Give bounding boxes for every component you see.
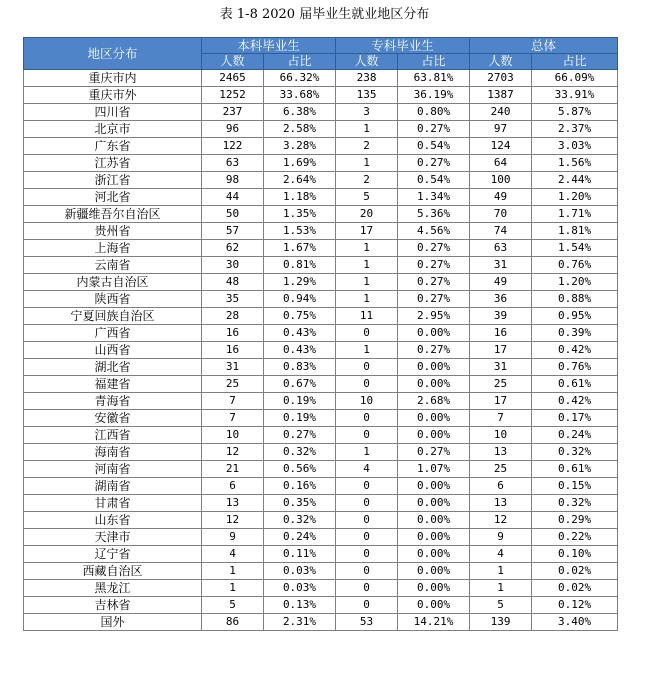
junior-count-header: 人数 (336, 54, 398, 70)
undergrad-ratio-cell: 66.32% (264, 70, 336, 87)
undergrad-count-cell: 9 (202, 529, 264, 546)
undergrad-ratio-header: 占比 (264, 54, 336, 70)
junior-count-cell: 0 (336, 563, 398, 580)
undergrad-count-cell: 2465 (202, 70, 264, 87)
undergrad-count-cell: 12 (202, 512, 264, 529)
table-row (24, 614, 618, 631)
total-ratio-cell: 0.95% (532, 308, 618, 325)
total-count-cell: 5 (470, 597, 532, 614)
undergrad-ratio-cell: 1.67% (264, 240, 336, 257)
undergrad-ratio-cell: 1.18% (264, 189, 336, 206)
table-row (24, 138, 618, 155)
undergrad-ratio-cell: 0.16% (264, 478, 336, 495)
undergrad-count-cell: 96 (202, 121, 264, 138)
table-row (24, 563, 618, 580)
junior-count-cell: 1 (336, 155, 398, 172)
junior-count-cell: 2 (336, 172, 398, 189)
total-ratio-cell: 0.61% (532, 461, 618, 478)
junior-ratio-cell: 0.00% (398, 563, 470, 580)
total-ratio-cell: 1.71% (532, 206, 618, 223)
junior-count-cell: 1 (336, 274, 398, 291)
region-cell: 内蒙古自治区 (24, 274, 202, 291)
undergrad-ratio-cell: 0.27% (264, 427, 336, 444)
undergrad-ratio-cell: 0.35% (264, 495, 336, 512)
junior-count-cell: 135 (336, 87, 398, 104)
region-cell: 江西省 (24, 427, 202, 444)
junior-count-cell: 0 (336, 495, 398, 512)
region-cell: 湖北省 (24, 359, 202, 376)
total-ratio-cell: 0.24% (532, 427, 618, 444)
undergrad-count-cell: 10 (202, 427, 264, 444)
region-cell: 河北省 (24, 189, 202, 206)
table-title: 表 1-8 2020 届毕业生就业地区分布 (219, 7, 430, 22)
table-row (24, 529, 618, 546)
region-cell: 黑龙江 (24, 580, 202, 597)
junior-count-cell: 1 (336, 444, 398, 461)
junior-ratio-cell: 0.27% (398, 257, 470, 274)
undergrad-ratio-cell: 0.56% (264, 461, 336, 478)
undergrad-ratio-cell: 0.11% (264, 546, 336, 563)
undergrad-count-cell: 62 (202, 240, 264, 257)
total-count-cell: 74 (470, 223, 532, 240)
undergrad-count-header: 人数 (202, 54, 264, 70)
region-cell: 重庆市内 (24, 70, 202, 87)
total-count-cell: 64 (470, 155, 532, 172)
region-cell: 天津市 (24, 529, 202, 546)
undergrad-ratio-cell: 2.64% (264, 172, 336, 189)
undergrad-count-cell: 7 (202, 410, 264, 427)
total-count-cell: 25 (470, 376, 532, 393)
table-row (24, 444, 618, 461)
junior-ratio-cell: 0.27% (398, 444, 470, 461)
junior-ratio-cell: 0.00% (398, 597, 470, 614)
junior-count-cell: 20 (336, 206, 398, 223)
table-row (24, 87, 618, 104)
undergrad-count-cell: 35 (202, 291, 264, 308)
region-cell: 浙江省 (24, 172, 202, 189)
junior-count-cell: 53 (336, 614, 398, 631)
undergrad-count-cell: 12 (202, 444, 264, 461)
table-row (24, 427, 618, 444)
junior-college-header: 专科毕业生 (336, 38, 470, 54)
region-cell: 青海省 (24, 393, 202, 410)
total-ratio-cell: 0.76% (532, 257, 618, 274)
total-ratio-cell: 0.42% (532, 342, 618, 359)
undergrad-count-cell: 28 (202, 308, 264, 325)
total-count-cell: 4 (470, 546, 532, 563)
undergrad-count-cell: 5 (202, 597, 264, 614)
region-cell: 四川省 (24, 104, 202, 121)
total-ratio-cell: 66.09% (532, 70, 618, 87)
junior-ratio-cell: 14.21% (398, 614, 470, 631)
junior-ratio-cell: 0.27% (398, 274, 470, 291)
total-ratio-cell: 1.20% (532, 274, 618, 291)
undergrad-count-cell: 57 (202, 223, 264, 240)
total-ratio-cell: 0.88% (532, 291, 618, 308)
junior-count-cell: 238 (336, 70, 398, 87)
junior-ratio-cell: 0.80% (398, 104, 470, 121)
undergrad-count-cell: 50 (202, 206, 264, 223)
total-count-cell: 139 (470, 614, 532, 631)
table-row (24, 512, 618, 529)
undergrad-header: 本科毕业生 (202, 38, 336, 54)
total-count-cell: 2703 (470, 70, 532, 87)
junior-ratio-header: 占比 (398, 54, 470, 70)
junior-ratio-cell: 0.00% (398, 495, 470, 512)
table-row (24, 70, 618, 87)
region-cell: 山东省 (24, 512, 202, 529)
undergrad-count-cell: 16 (202, 342, 264, 359)
total-count-cell: 9 (470, 529, 532, 546)
undergrad-ratio-cell: 3.28% (264, 138, 336, 155)
total-count-cell: 36 (470, 291, 532, 308)
junior-ratio-cell: 0.00% (398, 512, 470, 529)
total-count-cell: 1 (470, 563, 532, 580)
undergrad-ratio-cell: 0.81% (264, 257, 336, 274)
region-cell: 广东省 (24, 138, 202, 155)
junior-ratio-cell: 0.54% (398, 138, 470, 155)
junior-count-cell: 0 (336, 546, 398, 563)
undergrad-ratio-cell: 0.32% (264, 512, 336, 529)
junior-ratio-cell: 0.00% (398, 580, 470, 597)
junior-count-cell: 11 (336, 308, 398, 325)
total-ratio-cell: 2.37% (532, 121, 618, 138)
undergrad-ratio-cell: 0.13% (264, 597, 336, 614)
total-ratio-cell: 0.76% (532, 359, 618, 376)
junior-ratio-cell: 1.07% (398, 461, 470, 478)
table-row (24, 121, 618, 138)
table-row (24, 495, 618, 512)
total-ratio-cell: 2.44% (532, 172, 618, 189)
junior-ratio-cell: 5.36% (398, 206, 470, 223)
undergrad-count-cell: 13 (202, 495, 264, 512)
junior-count-cell: 1 (336, 240, 398, 257)
junior-count-cell: 0 (336, 597, 398, 614)
junior-count-cell: 17 (336, 223, 398, 240)
junior-count-cell: 0 (336, 512, 398, 529)
junior-count-cell: 1 (336, 121, 398, 138)
total-ratio-cell: 33.91% (532, 87, 618, 104)
total-count-cell: 7 (470, 410, 532, 427)
junior-ratio-cell: 0.00% (398, 427, 470, 444)
undergrad-count-cell: 122 (202, 138, 264, 155)
table-row (24, 359, 618, 376)
total-count-cell: 240 (470, 104, 532, 121)
total-count-cell: 16 (470, 325, 532, 342)
table-row (24, 580, 618, 597)
undergrad-count-cell: 30 (202, 257, 264, 274)
region-cell: 广西省 (24, 325, 202, 342)
junior-count-cell: 0 (336, 478, 398, 495)
junior-count-cell: 0 (336, 376, 398, 393)
undergrad-ratio-cell: 0.19% (264, 393, 336, 410)
total-count-cell: 10 (470, 427, 532, 444)
junior-count-cell: 1 (336, 257, 398, 274)
table-row (24, 257, 618, 274)
undergrad-count-cell: 86 (202, 614, 264, 631)
junior-ratio-cell: 4.56% (398, 223, 470, 240)
total-ratio-cell: 1.56% (532, 155, 618, 172)
junior-ratio-cell: 0.27% (398, 155, 470, 172)
undergrad-ratio-cell: 0.32% (264, 444, 336, 461)
total-count-cell: 100 (470, 172, 532, 189)
undergrad-count-cell: 31 (202, 359, 264, 376)
junior-count-cell: 0 (336, 580, 398, 597)
total-ratio-cell: 0.02% (532, 563, 618, 580)
region-header: 地区分布 (24, 38, 202, 70)
undergrad-count-cell: 48 (202, 274, 264, 291)
undergrad-count-cell: 6 (202, 478, 264, 495)
region-cell: 新疆维吾尔自治区 (24, 206, 202, 223)
total-ratio-cell: 0.12% (532, 597, 618, 614)
junior-ratio-cell: 0.00% (398, 376, 470, 393)
undergrad-ratio-cell: 0.03% (264, 563, 336, 580)
region-cell: 北京市 (24, 121, 202, 138)
junior-count-cell: 1 (336, 342, 398, 359)
total-ratio-cell: 1.20% (532, 189, 618, 206)
undergrad-count-cell: 63 (202, 155, 264, 172)
undergrad-ratio-cell: 0.94% (264, 291, 336, 308)
total-count-cell: 17 (470, 393, 532, 410)
undergrad-ratio-cell: 0.24% (264, 529, 336, 546)
junior-count-cell: 0 (336, 325, 398, 342)
undergrad-count-cell: 44 (202, 189, 264, 206)
total-ratio-cell: 0.61% (532, 376, 618, 393)
undergrad-count-cell: 16 (202, 325, 264, 342)
junior-ratio-cell: 1.34% (398, 189, 470, 206)
total-count-cell: 17 (470, 342, 532, 359)
junior-ratio-cell: 0.27% (398, 121, 470, 138)
junior-ratio-cell: 2.95% (398, 308, 470, 325)
table-row (24, 172, 618, 189)
region-cell: 西藏自治区 (24, 563, 202, 580)
total-ratio-cell: 0.32% (532, 444, 618, 461)
total-ratio-cell: 0.02% (532, 580, 618, 597)
undergrad-ratio-cell: 0.43% (264, 342, 336, 359)
total-count-cell: 70 (470, 206, 532, 223)
undergrad-count-cell: 25 (202, 376, 264, 393)
total-count-cell: 124 (470, 138, 532, 155)
undergrad-ratio-cell: 33.68% (264, 87, 336, 104)
junior-ratio-cell: 0.00% (398, 478, 470, 495)
junior-count-cell: 3 (336, 104, 398, 121)
junior-ratio-cell: 0.54% (398, 172, 470, 189)
table-row (24, 189, 618, 206)
total-ratio-cell: 0.15% (532, 478, 618, 495)
undergrad-ratio-cell: 2.31% (264, 614, 336, 631)
total-ratio-cell: 5.87% (532, 104, 618, 121)
table-row (24, 342, 618, 359)
total-count-cell: 12 (470, 512, 532, 529)
undergrad-ratio-cell: 0.83% (264, 359, 336, 376)
region-cell: 宁夏回族自治区 (24, 308, 202, 325)
table-row (24, 308, 618, 325)
table-row (24, 597, 618, 614)
undergrad-ratio-cell: 1.35% (264, 206, 336, 223)
region-cell: 云南省 (24, 257, 202, 274)
region-cell: 湖南省 (24, 478, 202, 495)
region-cell: 安徽省 (24, 410, 202, 427)
total-count-cell: 31 (470, 257, 532, 274)
total-count-cell: 31 (470, 359, 532, 376)
total-count-header: 人数 (470, 54, 532, 70)
undergrad-ratio-cell: 0.03% (264, 580, 336, 597)
table-row (24, 223, 618, 240)
junior-count-cell: 0 (336, 410, 398, 427)
junior-ratio-cell: 0.00% (398, 529, 470, 546)
total-count-cell: 1 (470, 580, 532, 597)
total-ratio-cell: 0.42% (532, 393, 618, 410)
junior-ratio-cell: 2.68% (398, 393, 470, 410)
junior-count-cell: 0 (336, 427, 398, 444)
undergrad-count-cell: 98 (202, 172, 264, 189)
junior-ratio-cell: 63.81% (398, 70, 470, 87)
total-count-cell: 13 (470, 444, 532, 461)
region-cell: 甘肃省 (24, 495, 202, 512)
total-ratio-cell: 0.39% (532, 325, 618, 342)
undergrad-count-cell: 21 (202, 461, 264, 478)
junior-count-cell: 1 (336, 291, 398, 308)
junior-count-cell: 4 (336, 461, 398, 478)
table-row (24, 155, 618, 172)
undergrad-ratio-cell: 6.38% (264, 104, 336, 121)
table-row (24, 325, 618, 342)
total-count-cell: 39 (470, 308, 532, 325)
junior-ratio-cell: 0.00% (398, 359, 470, 376)
total-count-cell: 25 (470, 461, 532, 478)
undergrad-count-cell: 1 (202, 563, 264, 580)
table-row (24, 240, 618, 257)
table-row (24, 274, 618, 291)
junior-ratio-cell: 0.27% (398, 240, 470, 257)
table-row (24, 376, 618, 393)
undergrad-ratio-cell: 1.69% (264, 155, 336, 172)
total-ratio-cell: 0.10% (532, 546, 618, 563)
total-ratio-cell: 0.32% (532, 495, 618, 512)
region-cell: 山西省 (24, 342, 202, 359)
region-cell: 贵州省 (24, 223, 202, 240)
undergrad-count-cell: 1 (202, 580, 264, 597)
junior-ratio-cell: 0.00% (398, 325, 470, 342)
undergrad-ratio-cell: 2.58% (264, 121, 336, 138)
total-count-cell: 6 (470, 478, 532, 495)
undergrad-ratio-cell: 0.75% (264, 308, 336, 325)
junior-ratio-cell: 0.27% (398, 342, 470, 359)
total-count-cell: 97 (470, 121, 532, 138)
undergrad-count-cell: 237 (202, 104, 264, 121)
undergrad-ratio-cell: 0.43% (264, 325, 336, 342)
region-cell: 福建省 (24, 376, 202, 393)
region-cell: 国外 (24, 614, 202, 631)
region-cell: 辽宁省 (24, 546, 202, 563)
total-ratio-cell: 1.81% (532, 223, 618, 240)
junior-count-cell: 5 (336, 189, 398, 206)
total-ratio-cell: 0.29% (532, 512, 618, 529)
undergrad-count-cell: 4 (202, 546, 264, 563)
total-ratio-cell: 1.54% (532, 240, 618, 257)
table-row (24, 410, 618, 427)
region-cell: 上海省 (24, 240, 202, 257)
region-cell: 海南省 (24, 444, 202, 461)
table-row (24, 104, 618, 121)
undergrad-ratio-cell: 1.29% (264, 274, 336, 291)
table-header (24, 38, 618, 70)
undergrad-ratio-cell: 0.67% (264, 376, 336, 393)
undergrad-ratio-cell: 1.53% (264, 223, 336, 240)
table-row (24, 461, 618, 478)
total-header: 总体 (470, 38, 618, 54)
total-count-cell: 1387 (470, 87, 532, 104)
junior-count-cell: 2 (336, 138, 398, 155)
table-row (24, 546, 618, 563)
undergrad-ratio-cell: 0.19% (264, 410, 336, 427)
region-cell: 吉林省 (24, 597, 202, 614)
region-cell: 江苏省 (24, 155, 202, 172)
junior-ratio-cell: 36.19% (398, 87, 470, 104)
junior-ratio-cell: 0.00% (398, 546, 470, 563)
undergrad-count-cell: 7 (202, 393, 264, 410)
table-body (24, 70, 618, 631)
junior-ratio-cell: 0.00% (398, 410, 470, 427)
region-cell: 重庆市外 (24, 87, 202, 104)
total-ratio-cell: 0.22% (532, 529, 618, 546)
junior-count-cell: 10 (336, 393, 398, 410)
total-count-cell: 49 (470, 274, 532, 291)
region-distribution-table (23, 37, 618, 631)
region-cell: 陕西省 (24, 291, 202, 308)
total-ratio-header: 占比 (532, 54, 618, 70)
total-count-cell: 49 (470, 189, 532, 206)
undergrad-count-cell: 1252 (202, 87, 264, 104)
total-count-cell: 13 (470, 495, 532, 512)
junior-count-cell: 0 (336, 529, 398, 546)
junior-ratio-cell: 0.27% (398, 291, 470, 308)
table-row (24, 393, 618, 410)
total-count-cell: 63 (470, 240, 532, 257)
junior-count-cell: 0 (336, 359, 398, 376)
total-ratio-cell: 0.17% (532, 410, 618, 427)
table-row (24, 206, 618, 223)
total-ratio-cell: 3.03% (532, 138, 618, 155)
region-cell: 河南省 (24, 461, 202, 478)
table-row (24, 478, 618, 495)
total-ratio-cell: 3.40% (532, 614, 618, 631)
table-row (24, 291, 618, 308)
